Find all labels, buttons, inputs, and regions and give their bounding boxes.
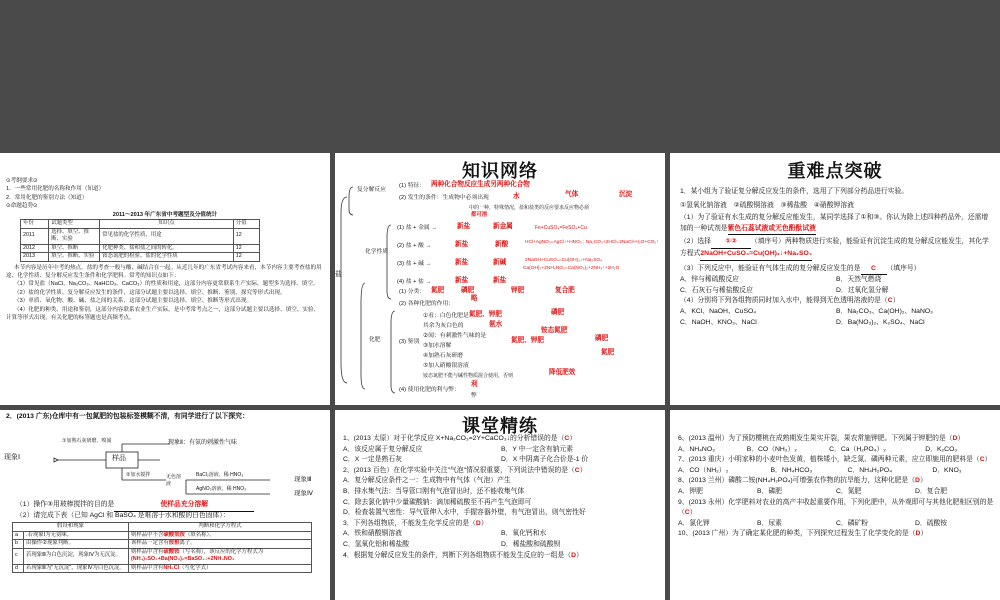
- table-row: [21, 244, 260, 253]
- property-equation: 2NaOH+CuSO₄=Cu(OH)₂↓+Na₂SO₄: [525, 258, 603, 263]
- question-1: [680, 187, 992, 328]
- table-cell: a: [13, 531, 24, 540]
- table-row: [13, 531, 312, 540]
- option: B．CO（NH₂）₂: [746, 445, 797, 453]
- condition-answer: 水: [513, 193, 520, 200]
- question-stem: 2．(2013 广东)仓库中有一包氮肥的包装标签模糊不清，有同学进行了以下探究：: [6, 413, 249, 420]
- answer: 铵根: [168, 540, 180, 546]
- option: A．复分解反应条件之一：生成物中有气体（气泡）产生: [343, 477, 511, 485]
- para: （4）化肥的种类、用途和鉴别，这部分内容联系农业生产实际，是中考常考点之一，这部分试题主要以选择、填空、实验、计算等形式出现，有关化肥的标签题也是高频考点。: [6, 306, 320, 321]
- answer: C: [887, 297, 893, 305]
- option: C．除去氯化钠中少量碳酸钠：滴加稀硫酸至不再产生气泡即可: [343, 498, 532, 506]
- answer: 紫色石蕊试液或无色酚酞试液: [728, 224, 816, 236]
- table-row: [13, 548, 312, 564]
- table-row: [21, 253, 260, 262]
- score-table: [20, 219, 260, 262]
- table-cell: 该样品一定含有铵根离子。: [129, 540, 312, 549]
- property-answer: 新盐: [455, 277, 469, 284]
- answer: C: [564, 435, 570, 442]
- table-cell: 由操作②现象判断。: [24, 540, 129, 549]
- answer: C: [574, 466, 580, 474]
- property-answer: 新碱: [493, 259, 507, 266]
- option: D．X 中阴离子化合价是-1 价: [501, 456, 589, 464]
- table-title: 2011～2013 年广东省中考题型及分值统计: [112, 211, 218, 218]
- identify-step: ②闻：有刺激性气味的是: [423, 333, 487, 339]
- phenomenon-1: 现象Ⅰ: [4, 454, 21, 461]
- identify-step: ①看：白色化肥是: [423, 313, 469, 319]
- part-4: （4）分别将下列各组物质同时加入水中，能得到无色透明溶液的是（C）: [680, 297, 900, 305]
- property-label: (1) 盐 + 金属 →: [397, 225, 438, 231]
- options: [678, 487, 994, 498]
- role-label: (2) 各种化肥的作用：: [399, 301, 455, 307]
- table-row: [13, 564, 312, 573]
- para: 本节内容是历年中考的热点，盐的考查一般与酸、碱结合在一起。从近几年的广东省考试内容来看，本节内容主要考查盐的用途、化学性质、复分解反应发生条件和化学肥料。常考的知识点如下：: [6, 264, 322, 279]
- table-cell: c: [13, 548, 24, 564]
- property-label: (3) 盐 + 碱 →: [397, 261, 432, 267]
- option: B．NH₄HCO₃: [770, 466, 813, 474]
- identify-answer: 氮肥、钾肥: [469, 311, 502, 318]
- property-answer: 新盐: [455, 241, 469, 248]
- answer: C: [684, 509, 690, 517]
- table-header: 假设和现象: [13, 523, 129, 532]
- options: [678, 466, 994, 477]
- table-cell: 选择、填空、推断、实验: [49, 228, 100, 244]
- options: [680, 307, 992, 328]
- identify-note-answer: 降低肥效: [549, 369, 576, 376]
- table-row: [21, 228, 260, 244]
- option: B．排水集气法：当导管口刚有气泡冒出时，还不能收集气体: [343, 487, 525, 495]
- question: 10、(2013 广州）为了确定某化肥的种类，下列探究过程发生了化学变化的是（D）: [678, 530, 928, 538]
- identify-step: ④加熟石灰研磨: [423, 353, 463, 359]
- identify-answer: 铵态氮肥: [541, 327, 568, 334]
- property-answer: 新酸: [495, 241, 509, 248]
- part-text: （填序号）两种物质进行实验，能验证有沉淀生成的复分解反应能发生，其化学方程式: [680, 238, 989, 257]
- sample-box: 样品: [112, 455, 126, 462]
- question: 3．下列各组物质，不能发生化学反应的是（D）: [343, 519, 488, 527]
- property-label: (2) 盐 + 酸 →: [397, 243, 432, 249]
- table-header-row: [13, 523, 312, 532]
- answer: C: [861, 264, 887, 276]
- para: （1）常见盐（NaCl、Na₂CO₃、NaHCO₃、CaCO₃）的性质和用途，这部分内容更常联系生产实际，题型多为选择、填空。: [14, 281, 319, 288]
- option: A．NH₄NO₃: [678, 445, 715, 453]
- prosandcons-rest: 弊: [471, 393, 477, 399]
- option: C．氢氧化铝和稀盐酸: [343, 540, 410, 548]
- slide-title: 课堂精练: [462, 416, 538, 437]
- option: D．复合肥: [915, 487, 948, 495]
- question: 7、(2013 重庆）小明家种的小麦叶色发黄，植株矮小，缺乏氮、磷两种元素，应立即施用的肥料是（C）: [678, 456, 992, 464]
- question-list: [678, 434, 994, 540]
- solution-label: 无色溶液: [166, 474, 182, 487]
- options: [678, 519, 994, 530]
- table-header: 年份: [21, 220, 49, 229]
- table-cell: 若现象Ⅲ为白色沉淀，现象Ⅳ为无沉淀。: [24, 548, 129, 564]
- slide-title: 重难点突破: [787, 161, 883, 182]
- slide-fertilizer-experiment: [0, 410, 330, 600]
- table-header: 分值: [233, 220, 259, 229]
- flow-diagram: [0, 422, 330, 498]
- part-text: （1）操作③用玻棒搅拌的目的是: [16, 501, 115, 508]
- part-text: （4）分别将下列各组物质同时加入水中，能得到无色透明溶液的是（: [680, 297, 888, 305]
- para: （2）盐的化学性质、复分解反应发生的条件，这部分试题主要以选择、填空、推断、鉴别、探究等形式出现。: [14, 289, 286, 296]
- table-cell: 则样品中含有硫酸铵（写名称），该反应的化学方程式为 (NH₄)₂SO₄+Ba(NO₃)₂=BaSO₄↓+2NH₄NO₃: [129, 548, 312, 564]
- condition-note-answer: 都可溶: [471, 212, 488, 218]
- property-answer: 新盐: [457, 223, 471, 230]
- question: 9、(2013 永州）化学肥料对农业的高产丰收起重要作用，下列化肥中，从外观即可与其他化肥相区别的是（C）: [678, 498, 994, 517]
- option: D．硫酸铵: [915, 519, 948, 527]
- slide-key-difficulties: [670, 153, 1000, 405]
- answer: D: [475, 519, 481, 527]
- option: A．CO（NH₂）₂: [678, 466, 729, 474]
- property-equation: Ca(OH)₂+2NH₄NO₃=Ca(NO₃)₂+2NH₃↑+2H₂O: [523, 266, 620, 271]
- prosandcons-label: (4) 使用化肥的利与弊：: [399, 387, 460, 393]
- slide-knowledge-network: [335, 153, 665, 405]
- req-line: ⊙考纲要求⊙: [6, 178, 38, 184]
- question: 8、(2013 兰州）磷酸二铵(NH₄H₂PO₄)可增强农作物的抗旱能力，这种化肥是（D）: [678, 477, 927, 485]
- step-label: ②加水搅拌: [126, 472, 151, 478]
- option: D．稀盐酸和硫酸钡: [501, 540, 561, 548]
- part-text: （2）选择: [680, 238, 711, 246]
- property-equation: Fe+CuSO₄=FeSO₄+Cu: [535, 225, 587, 231]
- option: A．铁和硝酸铜溶液: [343, 530, 402, 538]
- answer: C: [979, 456, 985, 464]
- part-2: （2）请完成下表（已知 AgCl 和 BaSO₄ 是难溶于水和酸的白色固体）：: [16, 512, 230, 519]
- option: C．NaOH、KNO₃、NaCl: [680, 318, 757, 326]
- option: C．氮肥: [836, 487, 862, 495]
- answer: D: [571, 551, 576, 559]
- para: （3）单质、氧化物、酸、碱、盐之间的关系，这部分试题主要以选择、填空、推断等形式出现。: [14, 298, 253, 305]
- property-answer: 新盐: [493, 277, 507, 284]
- reagent-label: BaCl₂溶液、稀 HNO₃: [196, 472, 244, 478]
- table-cell: 若现象Ⅲ为"无沉淀"，现象Ⅳ为白色沉淀。: [24, 564, 129, 573]
- part-text: （3）下列反应中，能验证有气体生成的复分解反应发生的是: [680, 264, 861, 272]
- table-cell: .若现象Ⅰ为无氨味。: [24, 531, 129, 540]
- option: C．磷矿粉: [836, 519, 869, 527]
- part-2: [680, 237, 992, 260]
- table-cell: 则样品中不含碳酸氢铵（填名称）。: [129, 531, 312, 540]
- question-list: [343, 434, 659, 561]
- feature-label: (1) 特征：: [399, 183, 426, 189]
- branch-double-decomposition: 复分解反应: [357, 187, 386, 193]
- option: B．Na₂CO₃、Ca(OH)₂、NaNO₃: [836, 307, 933, 315]
- question: 1、(2013 太原）对于化学反应 X+Na₂CO₃=2Y+CaCO₃↓的分析错误的是（C）: [343, 435, 577, 442]
- part-3: [680, 264, 992, 276]
- answer: 碳酸氢铵: [163, 531, 185, 538]
- option: A．锌与稀硫酸反应: [680, 276, 739, 284]
- identify-label: (3) 鉴别: [399, 339, 420, 345]
- classify-answer: 氮肥: [431, 287, 445, 294]
- classify-label: (1) 分类：: [399, 289, 426, 295]
- feature-answer: 两种化合物反应生成另两种化合物: [431, 181, 530, 188]
- part-1: [16, 500, 326, 512]
- option: B．Y 中一定含有钠元素: [501, 445, 574, 453]
- option: B．氧化钙和水: [501, 530, 547, 538]
- answer: 硫酸铵: [163, 548, 180, 555]
- identify-note: 铵态氮肥不能与碱性物质混合使用，否则: [423, 373, 514, 379]
- question: 2、(2013 百色）在化学实验中关注"气泡"情况很重要，下列说法中错误的是（C）: [343, 466, 587, 474]
- option: A．氯化钾: [678, 519, 710, 527]
- answer: 2NaOH+CuSO₄=Cu(OH)₂↓+Na₂SO₄: [700, 249, 812, 261]
- property-answer: 新金属: [493, 223, 513, 230]
- identify-step: ⑤加入硝酸银溶液: [423, 363, 469, 369]
- identify-step: 其余为灰白色的: [423, 323, 464, 329]
- step-label: ①加熟石灰研磨、嗅闻: [62, 438, 112, 444]
- option: C．NH₄H₂PO₄: [847, 466, 892, 474]
- table-cell: 2011: [21, 228, 49, 244]
- reagent-list: ①氢氧化钠溶液 ②硫酸铜溶液 ③稀盐酸 ④硝酸钾溶液: [680, 201, 854, 209]
- identify-answer: 氮肥、钾肥: [511, 337, 544, 344]
- req-line: ⊙命题趋势⊙: [6, 203, 38, 210]
- identify-answer: 磷肥: [595, 335, 609, 342]
- table-header: 判断和化学方程式: [129, 523, 312, 532]
- table-cell: 12: [233, 228, 259, 244]
- table-row: [13, 540, 312, 549]
- table-cell: 2012: [21, 244, 49, 253]
- answer: ①②: [711, 237, 751, 249]
- table-header: 知识点: [100, 220, 234, 229]
- table-cell: 填空、推断、实验: [49, 253, 100, 262]
- options: [680, 275, 992, 296]
- options: [678, 445, 994, 456]
- classify-answer: 复合肥: [555, 287, 575, 294]
- answer: D: [915, 530, 921, 538]
- branch-chemical-properties: 化学性质: [365, 249, 389, 255]
- identify-step: ③加水溶解: [423, 343, 452, 349]
- options: [343, 529, 659, 550]
- option: D．K₂CO₃: [925, 445, 958, 453]
- identify-answer: 氮肥: [601, 349, 615, 356]
- question: 4．根据复分解反应发生的条件，判断下列各组物质不能发生反应的一组是（D）: [343, 551, 583, 559]
- part-text: （填序号）: [886, 264, 921, 272]
- phenomenon-3: 现象Ⅲ: [294, 476, 312, 483]
- options: [343, 445, 659, 466]
- condition-label: (2) 发生的条件：生成物中必须出现: [399, 195, 489, 201]
- identify-answer: 氨水: [489, 321, 503, 328]
- phenomenon-2: 现象Ⅱ：有氨的刺激性气味: [168, 440, 237, 446]
- property-label: (4) 盐 + 盐 →: [397, 279, 432, 285]
- root-node: 盐: [335, 271, 342, 278]
- option: B．磷肥: [757, 487, 782, 495]
- table-header: 试题类型: [49, 220, 100, 229]
- option: D．检查装置气密性：导气管伸入水中，手握容器外壁，有气泡冒出，则气密性好: [343, 509, 586, 517]
- table-cell: 填空、推断: [49, 244, 100, 253]
- answer: (NH₄)₂SO₄+Ba(NO₃)₂=BaSO₄↓+2NH₄NO₃: [131, 556, 235, 562]
- answer: D: [915, 477, 920, 485]
- option: C．Ca（H₂PO₄）₂: [829, 445, 886, 453]
- answer: NH₄Cl: [163, 564, 180, 571]
- slide-exam-overview: [0, 153, 330, 405]
- table-cell: 12: [233, 244, 259, 253]
- table-cell: 常见盐的化学性质、用途: [100, 228, 234, 244]
- table-header-row: [21, 220, 260, 229]
- answer: D: [952, 435, 958, 442]
- identify-answer: 磷肥: [551, 309, 565, 316]
- option: C．石灰石与稀盐酸反应: [680, 286, 753, 294]
- part-text: （1）为了验证有水生成的复分解反应能发生，某同学选择了①和③。你认为除上述四种药品外，还需增加的一种试剂是: [680, 214, 989, 232]
- slide-class-practice: [335, 410, 665, 600]
- option: B．尿素: [757, 519, 782, 527]
- role-answer: 略: [471, 295, 478, 302]
- req-line: 2．常用化肥的鉴别方法（知道）: [6, 194, 88, 201]
- option: A．钾肥: [678, 487, 703, 495]
- slide-fertilizer-questions: [670, 410, 1000, 600]
- reagent-label: AgNO₃溶液、稀 HNO₃: [196, 486, 247, 492]
- phenomenon-4: 现象Ⅳ: [294, 490, 313, 497]
- property-answer: 新盐: [455, 259, 469, 266]
- table-cell: d: [13, 564, 24, 573]
- condition-note: 中的一种，特殊情况，盐和盐类的反应要求反应物必须: [469, 205, 590, 211]
- option: D．过氧化氢分解: [836, 286, 889, 294]
- classify-answer: 磷肥: [461, 287, 475, 294]
- hypothesis-table: [12, 522, 312, 573]
- branch-fertilizer: 化肥: [369, 337, 381, 343]
- option: A．KCl、NaOH、CuSO₄: [680, 307, 757, 315]
- table-cell: 化肥种类、盐和盐之间的转化。: [100, 244, 234, 253]
- property-equation: HCl+AgNO₃=AgCl↓+HNO₃ ; Na₂CO₃+2HCl=2NaCl+H₂O+CO₂↑: [525, 240, 659, 245]
- exam-requirements: [6, 177, 324, 322]
- question: 6、(2013 温州）为了预防樱桃在成熟期发生果实开裂，果农常施钾肥。下列属于钾肥的是（D）: [678, 435, 965, 442]
- condition-answer: 气体: [565, 191, 579, 198]
- table-cell: 则样品中含有NH₄Cl（写化学式）: [129, 564, 312, 573]
- condition-answer: 沉淀: [619, 191, 633, 198]
- req-line: 1．一些常用化肥的名称和作用（知道）: [6, 186, 105, 193]
- prosandcons-answer: 利: [471, 381, 478, 388]
- option: D．KNO₃: [932, 466, 962, 474]
- option: B．天然气燃烧: [836, 276, 882, 284]
- option: C．X 一定是熟石灰: [343, 456, 402, 464]
- slide-title: 知识网络: [462, 161, 538, 182]
- option: D．Ba(NO₃)₂、K₂SO₄、NaCl: [836, 318, 925, 326]
- table-cell: b: [13, 540, 24, 549]
- option: A．该反应属于复分解反应: [343, 445, 423, 453]
- table-cell: 铵态氮肥的检验、盐的化学性质: [100, 253, 234, 262]
- question-stem: 1．某小组为了验证复分解反应发生的条件，选用了下列部分药品进行实验。: [680, 188, 909, 195]
- classify-answer: 钾肥: [511, 287, 525, 294]
- table-cell: 2013: [21, 253, 49, 262]
- table-cell: 12: [233, 253, 259, 262]
- answer: 使样品充分溶解: [114, 500, 254, 512]
- part-1: [680, 213, 992, 235]
